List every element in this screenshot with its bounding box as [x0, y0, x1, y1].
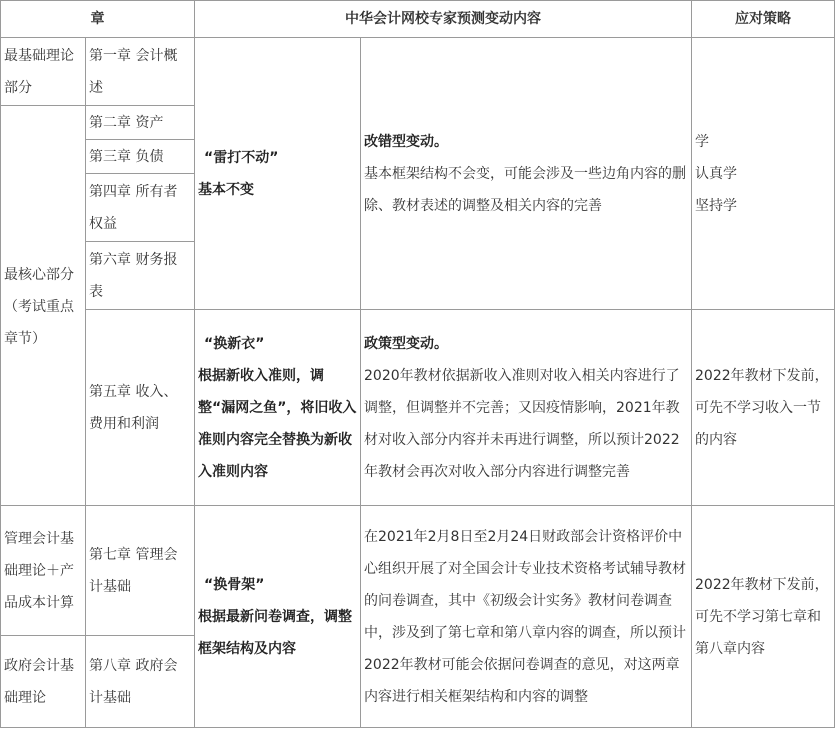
prediction-tag: “雷打不动” — [204, 149, 279, 166]
chapter-cell: 第一章 会计概述 — [86, 38, 195, 106]
prediction-summary: 根据最新问卷调查，调整框架结构及内容 — [198, 608, 352, 657]
prediction-type: 改错型变动。 — [364, 133, 448, 150]
strategy-line: 坚持学 — [695, 197, 737, 214]
prediction-description: 2020年教材依据新收入准则对收入相关内容进行了调整，但调整并不完善；又因疫情影响，2021年教材对收入部分内容并未再进行调整，所以预计2022年教材会再次对收入部分内容进行调整完善 — [364, 367, 680, 480]
group-cell: 政府会计基础理论 — [1, 636, 86, 728]
prediction-detail-cell — [361, 38, 692, 310]
prediction-description: 在2021年2月8日至2月24日财政部会计资格评价中心组织开展了对全国会计专业技术资格考试辅导教材的问卷调查，其中《初级会计实务》教材问卷调查中，涉及到了第七章和第八章内容的调查，所以预计2022年教材可能会依据问卷调查的意见，对这两章内容进行相关框架结构和内容的调整 — [364, 528, 686, 705]
prediction-description: 基本框架结构不会变，可能会涉及一些边角内容的删除、教材表述的调整及相关内容的完善 — [364, 165, 686, 214]
prediction-tag: “换骨架” — [204, 576, 265, 593]
chapter-cell: 第八章 政府会计基础 — [86, 636, 195, 728]
prediction-detail-cell — [361, 310, 692, 506]
prediction-label-cell — [195, 38, 361, 310]
prediction-label-cell — [195, 506, 361, 728]
chapter-cell: 第五章 收入、费用和利润 — [86, 310, 195, 506]
table-row — [1, 506, 835, 636]
table-row — [1, 38, 835, 106]
header-row — [1, 1, 835, 38]
group-cell: 管理会计基础理论＋产品成本计算 — [1, 506, 86, 636]
strategy-line: 学 — [695, 133, 709, 150]
chapter-cell: 第七章 管理会计基础 — [86, 506, 195, 636]
group-cell: 最核心部分（考试重点章节） — [1, 106, 86, 506]
chapter-cell: 第四章 所有者权益 — [86, 174, 195, 242]
chapter-cell: 第六章 财务报表 — [86, 242, 195, 310]
prediction-label-cell — [195, 310, 361, 506]
table-row — [1, 310, 835, 506]
chapter-cell: 第三章 负债 — [86, 140, 195, 174]
strategy-cell — [692, 38, 835, 310]
strategy-cell: 2022年教材下发前，可先不学习收入一节的内容 — [692, 310, 835, 506]
prediction-type: 政策型变动。 — [364, 335, 448, 352]
strategy-cell: 2022年教材下发前，可先不学习第七章和第八章内容 — [692, 506, 835, 728]
chapter-cell: 第二章 资产 — [86, 106, 195, 140]
prediction-detail-cell — [361, 506, 692, 728]
group-cell: 最基础理论部分 — [1, 38, 86, 106]
header-content: 中华会计网校专家预测变动内容 — [195, 1, 692, 38]
header-strategy: 应对策略 — [692, 1, 835, 38]
header-chapter: 章 — [1, 1, 195, 38]
prediction-summary: 基本不变 — [198, 181, 254, 198]
prediction-summary: 根据新收入准则，调整“漏网之鱼”，将旧收入准则内容完全替换为新收入准则内容 — [198, 367, 357, 480]
strategy-line: 认真学 — [695, 165, 737, 182]
prediction-tag: “换新衣” — [204, 335, 265, 352]
